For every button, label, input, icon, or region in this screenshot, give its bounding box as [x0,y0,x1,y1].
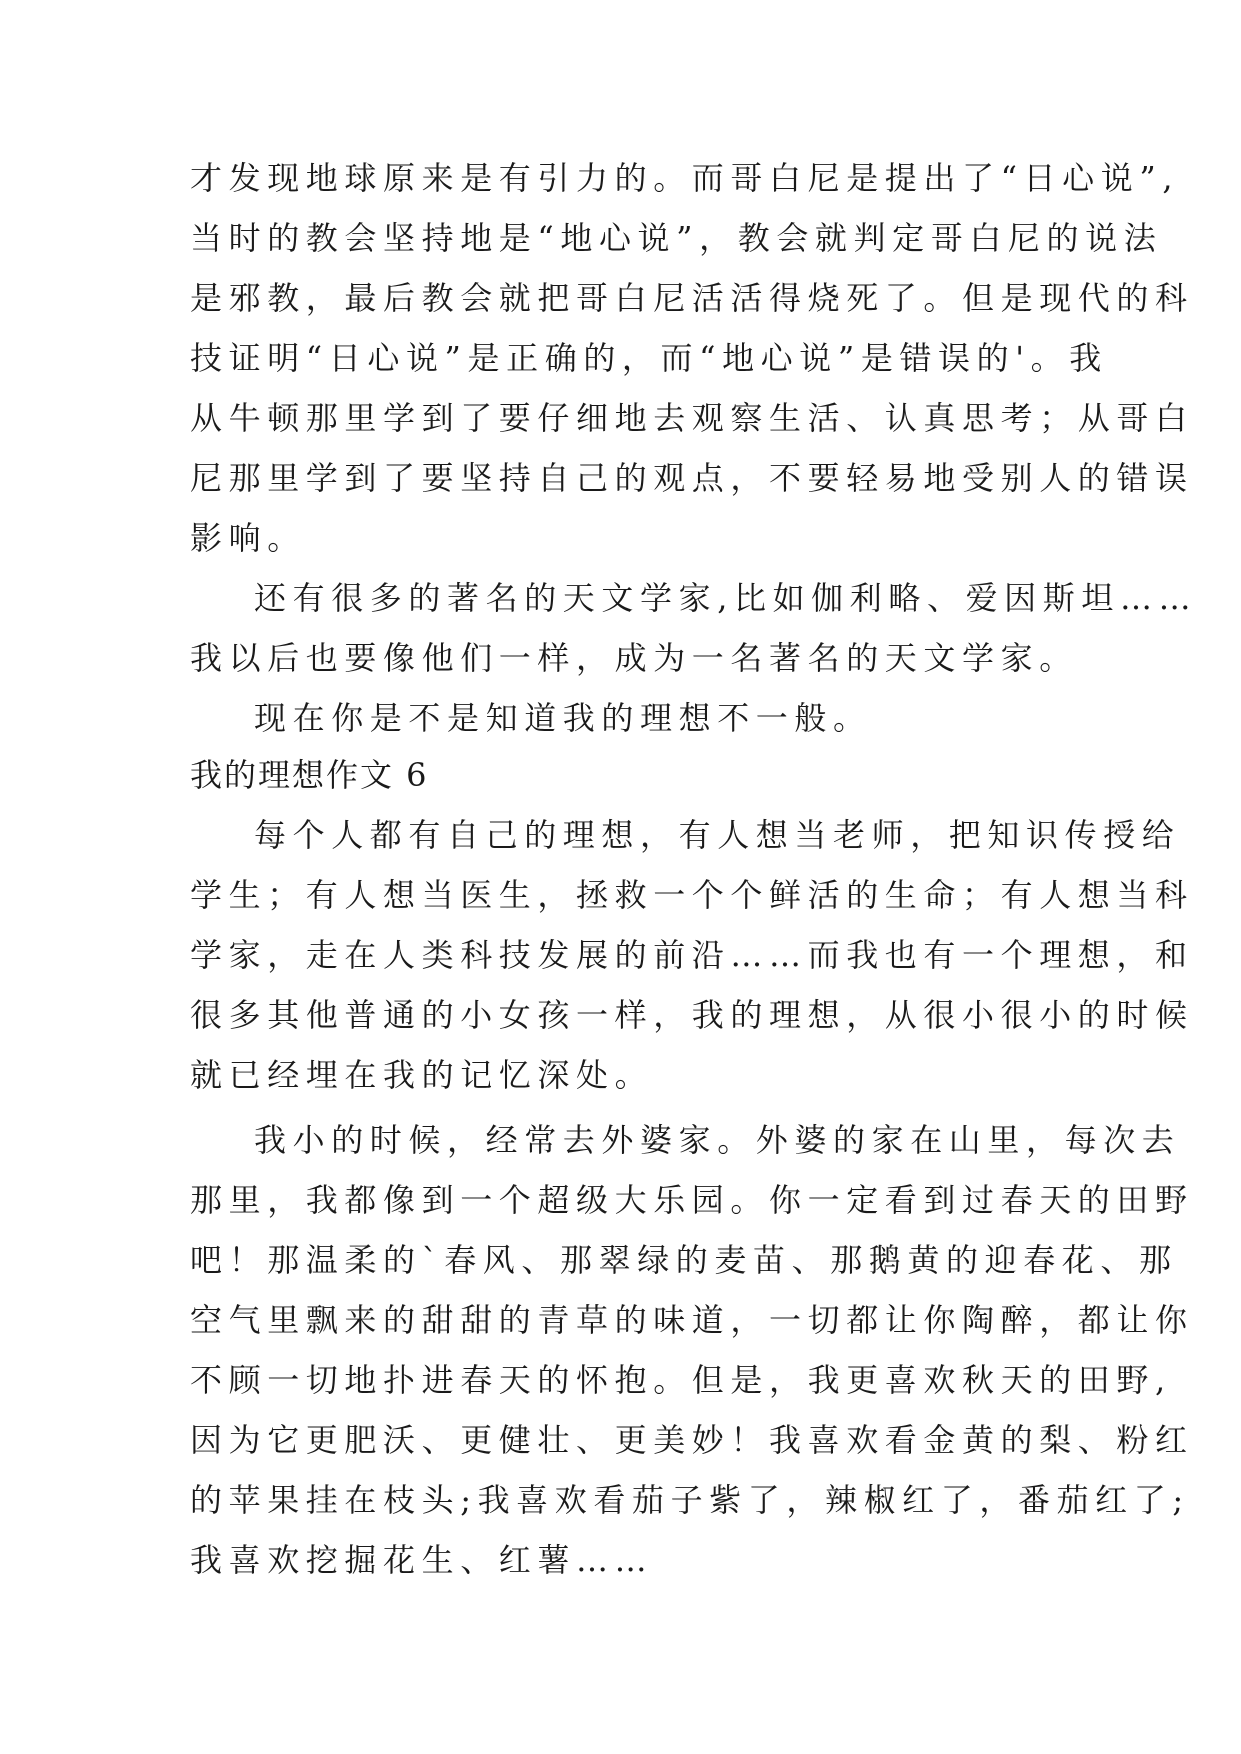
text-line: 我以后也要像他们一样，成为一名著名的天文学家。 [190,639,1078,677]
text-line: 从牛顿那里学到了要仔细地去观察生活、认真思考；从哥白 [190,399,1194,437]
text-line: 很多其他普通的小女孩一样，我的理想，从很小很小的时候 [190,996,1194,1034]
text-line: 那里，我都像到一个超级大乐园。你一定看到过春天的田野 [190,1181,1194,1219]
paragraph-first-line: 还有很多的著名的天文学家,比如伽利略、爱因斯坦…… [254,579,1198,617]
text-line: 吧！那温柔的`春风、那翠绿的麦苗、那鹅黄的迎春花、那 [190,1241,1178,1279]
text-line: 因为它更肥沃、更健壮、更美妙！我喜欢看金黄的梨、粉红 [190,1421,1194,1459]
text-line: 当时的教会坚持地是“地心说”，教会就判定哥白尼的说法 [190,219,1163,257]
text-line: 技证明“日心说”是正确的，而“地心说”是错误的'。我 [190,339,1108,377]
text-line: 我喜欢挖掘花生、红薯…… [190,1541,654,1579]
paragraph-first-line: 现在你是不是知道我的理想不一般。 [254,699,872,737]
text-line: 影响。 [190,519,306,557]
text-line: 是邪教，最后教会就把哥白尼活活得烧死了。但是现代的科 [190,279,1194,317]
text-line: 尼那里学到了要坚持自己的观点，不要轻易地受别人的错误 [190,459,1194,497]
text-line: 学家，走在人类科技发展的前沿……而我也有一个理想，和 [190,936,1194,974]
text-line: 空气里飘来的甜甜的青草的味道，一切都让你陶醉，都让你 [190,1301,1194,1339]
text-line: 才发现地球原来是有引力的。而哥白尼是提出了“日心说”, [190,159,1180,197]
section-heading: 我的理想作文 6 [190,756,429,794]
text-line: 学生；有人想当医生，拯救一个个鲜活的生命；有人想当科 [190,876,1194,914]
text-line: 就已经埋在我的记忆深处。 [190,1056,654,1094]
paragraph-first-line: 我小的时候，经常去外婆家。外婆的家在山里，每次去 [254,1121,1181,1159]
paragraph-first-line: 每个人都有自己的理想，有人想当老师，把知识传授给 [254,816,1181,854]
text-line: 的苹果挂在枝头;我喜欢看茄子紫了，辣椒红了，番茄红了; [190,1481,1190,1519]
text-line: 不顾一切地扑进春天的怀抱。但是，我更喜欢秋天的田野, [190,1361,1172,1399]
